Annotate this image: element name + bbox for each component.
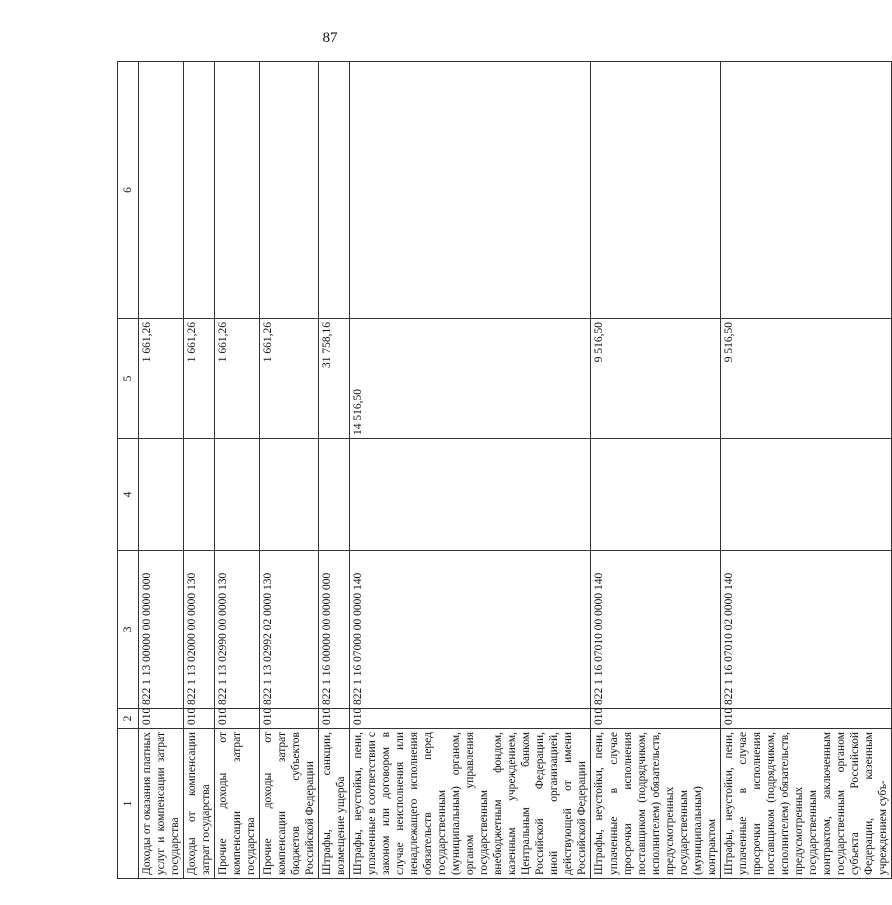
row-col4: [591, 439, 720, 551]
row-code: 010: [591, 709, 720, 729]
row-col4: [720, 439, 891, 551]
row-col4: [215, 439, 260, 551]
table-row: [139, 62, 184, 879]
row-code: 010: [319, 709, 350, 729]
row-col4: [350, 439, 591, 551]
table-row: [260, 62, 319, 879]
row-code: 010: [139, 709, 184, 729]
row-code: 010: [350, 709, 591, 729]
row-kbk: 822 1 13 02000 00 0000 130: [184, 551, 215, 709]
row-code: 010: [215, 709, 260, 729]
row-col6: [720, 62, 891, 319]
page-number: 87: [322, 30, 338, 46]
row-col4: [260, 439, 319, 551]
header-col-3: 3: [118, 551, 139, 709]
row-name: Прочие доходы от компенсации затрат бюджетов субъектов Российской Федерации: [260, 729, 319, 879]
header-col-4: 4: [118, 439, 139, 551]
table-row: [720, 62, 891, 879]
row-name: Штрафы, санкции, возмещение ущерба: [319, 729, 350, 879]
row-name: Доходы от компенсации затрат государства: [184, 729, 215, 879]
row-kbk: 822 1 16 07000 00 0000 140: [350, 551, 591, 709]
row-col6: [591, 62, 720, 319]
header-col-5: 5: [118, 319, 139, 439]
row-code: 010: [184, 709, 215, 729]
row-col6: [350, 62, 591, 319]
revenue-table: [117, 61, 892, 879]
row-col6: [139, 62, 184, 319]
table-row: [215, 62, 260, 879]
row-col4: [319, 439, 350, 551]
row-amount: 31 758,16: [319, 319, 350, 439]
row-name: Штрафы, неустойки, пени, уплаченные в случае просрочки исполнения поставщиком (подрядчиком, исполнителем) обязательств, предусмотренных государственным контрактом, заключенным государственным органом субъекта Российской Федерации, казенным учреждением субъ-: [720, 729, 891, 879]
row-code: 010: [260, 709, 319, 729]
table-row: [591, 62, 720, 879]
row-col6: [184, 62, 215, 319]
row-kbk: 822 1 13 00000 00 0000 000: [139, 551, 184, 709]
row-col4: [139, 439, 184, 551]
row-amount: 9 516,50: [591, 319, 720, 439]
row-kbk: 822 1 16 07010 00 0000 140: [591, 551, 720, 709]
row-amount: 1 661,26: [215, 319, 260, 439]
row-col4: [184, 439, 215, 551]
table-header-row: [118, 62, 139, 879]
row-name: Доходы от оказания платных услуг и компенсации затрат государства: [139, 729, 184, 879]
row-kbk: 822 1 13 02990 00 0000 130: [215, 551, 260, 709]
row-col6: [319, 62, 350, 319]
row-amount: 9 516,50: [720, 319, 891, 439]
row-kbk: 822 1 13 02992 02 0000 130: [260, 551, 319, 709]
row-kbk: 822 1 16 00000 00 0000 000: [319, 551, 350, 709]
row-name: Штрафы, неустойки, пени, уплаченные в случае просрочки исполнения поставщиком (подрядчиком, исполнителем) обязательств, предусмотренных государственным (муниципальным) контрактом: [591, 729, 720, 879]
row-col6: [215, 62, 260, 319]
row-amount: 1 661,26: [139, 319, 184, 439]
header-col-2: 2: [118, 709, 139, 729]
table-row: [350, 62, 591, 879]
rotated-table-container: [117, 62, 889, 879]
header-col-1: 1: [118, 729, 139, 879]
header-col-6: 6: [118, 62, 139, 319]
row-name: Штрафы, неустойки, пени, уплаченные в соответствии с законом или договором в случае неисполнения или ненадлежащего исполнения обязательств перед государственным (муниципальным) органом, органом управления государственным внебюджетным фондом, казенным учреждением, Центральным банком Российской Федерации, иной организацией, действующей от имени Российской Федерации: [350, 729, 591, 879]
row-col6: [260, 62, 319, 319]
row-code: 010: [720, 709, 891, 729]
row-amount: 14 516,50: [350, 319, 591, 439]
table-row: [184, 62, 215, 879]
row-amount: 1 661,26: [184, 319, 215, 439]
row-name: Прочие доходы от компенсации затрат государства: [215, 729, 260, 879]
table-row: [319, 62, 350, 879]
row-kbk: 822 1 16 07010 02 0000 140: [720, 551, 891, 709]
row-amount: 1 661,26: [260, 319, 319, 439]
